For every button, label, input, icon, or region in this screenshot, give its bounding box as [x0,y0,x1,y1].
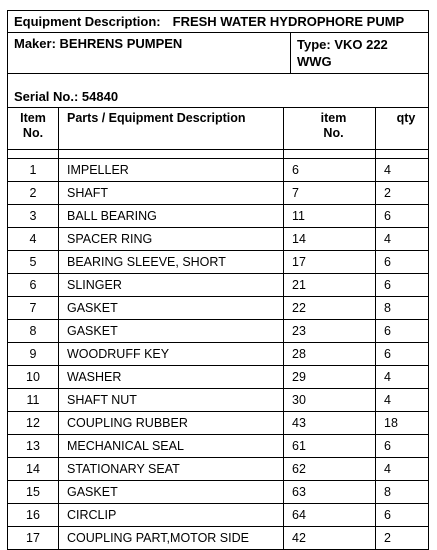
row-number-cell: 5 [8,251,59,274]
table-row [8,389,428,412]
part-description-cell: BALL BEARING [59,205,284,228]
type-field [291,33,428,73]
itemno-header-line-1: item [320,111,347,125]
part-description-cell: SPACER RING [59,228,284,251]
quantity-cell: 6 [376,435,429,458]
quantity-cell: 4 [376,458,429,481]
part-description-cell: COUPLING RUBBER [59,412,284,435]
table-row [8,182,428,205]
quantity-cell: 4 [376,159,429,182]
maker-type-row [8,33,428,74]
item-number-cell: 22 [284,297,376,320]
quantity-cell: 4 [376,389,429,412]
table-row [8,205,428,228]
table-row [8,527,428,550]
part-description-cell: BEARING SLEEVE, SHORT [59,251,284,274]
row-number-cell: 15 [8,481,59,504]
parts-table-header [8,108,428,150]
item-number-cell: 23 [284,320,376,343]
part-description-cell: IMPELLER [59,159,284,182]
part-description-cell: WASHER [59,366,284,389]
table-spacer-row [8,150,428,159]
equipment-description-label: Equipment Description: [14,14,161,29]
part-description-cell: MECHANICAL SEAL [59,435,284,458]
row-number-cell: 9 [8,343,59,366]
row-number-cell: 6 [8,274,59,297]
item-number-cell: 64 [284,504,376,527]
item-number-cell: 30 [284,389,376,412]
table-row [8,228,428,251]
row-number-cell: 7 [8,297,59,320]
quantity-cell: 6 [376,274,429,297]
row-number-cell: 16 [8,504,59,527]
itemno-header-line-2: No. [323,126,344,140]
item-number-cell: 11 [284,205,376,228]
parts-table-body [8,150,428,550]
quantity-cell: 4 [376,366,429,389]
item-number-cell: 42 [284,527,376,550]
part-description-cell: GASKET [59,297,284,320]
item-number-cell: 14 [284,228,376,251]
quantity-cell: 8 [376,297,429,320]
item-number-cell: 29 [284,366,376,389]
part-description-cell: SHAFT NUT [59,389,284,412]
table-row [8,481,428,504]
column-header-item-no [8,108,59,150]
row-number-cell: 8 [8,320,59,343]
quantity-cell: 8 [376,481,429,504]
table-row [8,251,428,274]
item-number-cell: 28 [284,343,376,366]
quantity-cell: 6 [376,504,429,527]
quantity-cell: 6 [376,205,429,228]
equipment-description-row [8,11,428,33]
part-description-cell: STATIONARY SEAT [59,458,284,481]
table-row [8,297,428,320]
table-row [8,320,428,343]
equipment-description-value: FRESH WATER HYDROPHORE PUMP [172,14,405,29]
item-number-cell: 6 [284,159,376,182]
equipment-sheet [7,10,429,550]
row-number-cell: 13 [8,435,59,458]
table-row [8,366,428,389]
row-number-cell: 11 [8,389,59,412]
quantity-cell: 4 [376,228,429,251]
row-number-cell: 1 [8,159,59,182]
column-header-qty: qty [396,111,416,125]
quantity-cell: 2 [376,527,429,550]
table-row [8,159,428,182]
part-description-cell: CIRCLIP [59,504,284,527]
table-row [8,274,428,297]
row-number-cell: 14 [8,458,59,481]
table-row [8,343,428,366]
quantity-cell: 18 [376,412,429,435]
row-number-cell: 12 [8,412,59,435]
table-row [8,458,428,481]
part-description-cell: SHAFT [59,182,284,205]
item-number-cell: 7 [284,182,376,205]
quantity-cell: 6 [376,251,429,274]
row-number-cell: 17 [8,527,59,550]
item-header-line-2: No. [22,126,44,140]
item-number-cell: 43 [284,412,376,435]
column-header-parts-description: Parts / Equipment Description [59,108,284,150]
table-row [8,435,428,458]
item-number-cell: 62 [284,458,376,481]
row-number-cell: 4 [8,228,59,251]
item-number-cell: 61 [284,435,376,458]
part-description-cell: SLINGER [59,274,284,297]
serial-number-field: Serial No.: 54840 [8,74,428,108]
column-header-item-number [284,108,376,150]
row-number-cell: 10 [8,366,59,389]
row-number-cell: 3 [8,205,59,228]
type-line-2: WWG [297,54,332,69]
part-description-cell: COUPLING PART,MOTOR SIDE [59,527,284,550]
part-description-cell: GASKET [59,320,284,343]
maker-field: Maker: BEHRENS PUMPEN [8,33,291,73]
table-row [8,412,428,435]
part-description-cell: WOODRUFF KEY [59,343,284,366]
item-header-line-1: Item [20,111,46,125]
type-line-1: Type: VKO 222 [297,37,388,52]
item-number-cell: 21 [284,274,376,297]
quantity-cell: 2 [376,182,429,205]
quantity-cell: 6 [376,320,429,343]
row-number-cell: 2 [8,182,59,205]
table-row [8,504,428,527]
quantity-cell: 6 [376,343,429,366]
item-number-cell: 63 [284,481,376,504]
part-description-cell: GASKET [59,481,284,504]
parts-table [8,108,428,549]
item-number-cell: 17 [284,251,376,274]
